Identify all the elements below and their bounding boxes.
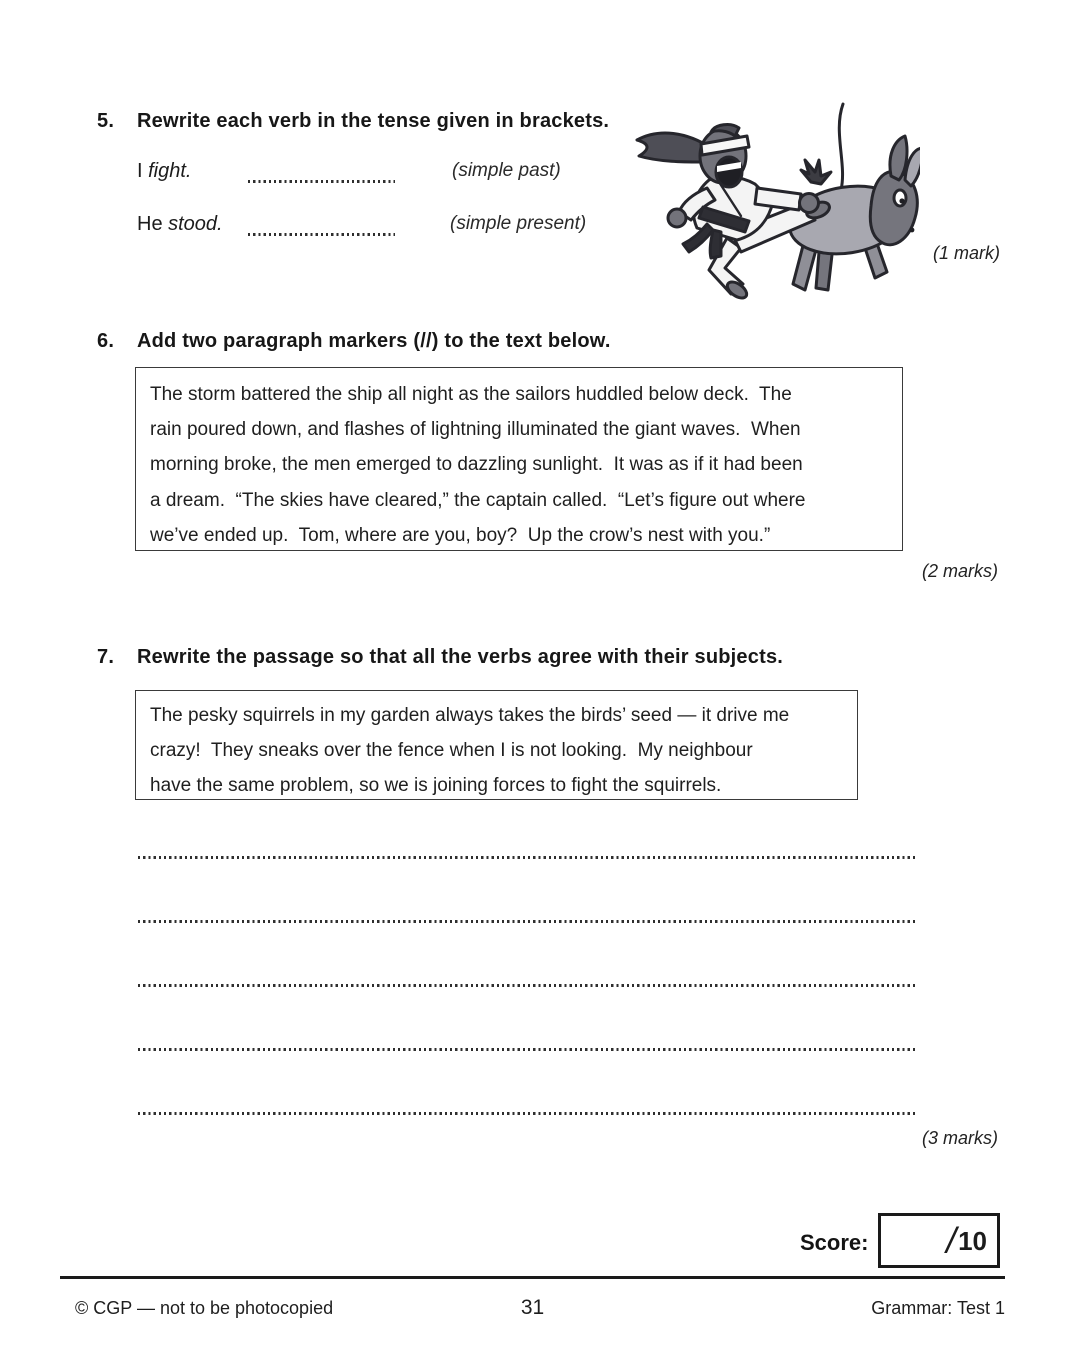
- q5-answer-blank-1[interactable]: [248, 180, 395, 183]
- q5-item-2-prefix: He: [137, 213, 169, 235]
- question-5-prompt: Rewrite each verb in the tense given in brackets.: [137, 110, 610, 132]
- q6-passage-line: The storm battered the ship all night as the sailors huddled below deck. The: [150, 384, 792, 405]
- q7-answer-line-4[interactable]: [138, 1048, 916, 1051]
- karate-kick-illustration: [615, 98, 920, 303]
- question-7-prompt: Rewrite the passage so that all the verbs agree with their subjects.: [137, 646, 784, 668]
- question-7-number: 7.: [97, 646, 115, 668]
- q7-answer-line-1[interactable]: [138, 856, 916, 859]
- q5-item-1-hint: (simple past): [452, 160, 561, 181]
- score-box[interactable]: [878, 1213, 1000, 1268]
- q7-passage-line: crazy! They sneaks over the fence when I is not looking. My neighbour: [150, 740, 753, 762]
- q6-passage-line: rain poured down, and flashes of lightning illuminated the giant waves. When: [150, 419, 801, 441]
- q7-answer-line-5[interactable]: [138, 1112, 916, 1115]
- q6-passage-box[interactable]: [135, 367, 903, 551]
- q6-passage-line: a dream. “The skies have cleared,” the captain called. “Let’s figure out where: [150, 489, 806, 511]
- footer-divider: [60, 1276, 1005, 1279]
- q7-marks: (3 marks): [922, 1128, 998, 1148]
- score-total: 10: [958, 1225, 987, 1256]
- q6-marks: (2 marks): [922, 561, 998, 581]
- footer-copyright: © CGP — not to be photocopied: [75, 1298, 334, 1318]
- q5-item-1-prefix: I: [137, 160, 149, 182]
- q7-passage-line: The pesky squirrels in my garden always takes the birds’ seed — it drive me: [150, 705, 790, 726]
- q5-answer-blank-2[interactable]: [248, 233, 395, 236]
- footer-page-number: 31: [520, 1296, 545, 1319]
- question-7-heading: [0, 646, 1066, 672]
- q7-answer-line-2[interactable]: [138, 920, 916, 923]
- q7-passage-box: [135, 690, 858, 800]
- q5-item-1: [137, 160, 191, 183]
- q5-marks: (1 mark): [933, 243, 1000, 263]
- question-6-heading: [0, 330, 1066, 356]
- q5-item-2-hint: (simple present): [450, 213, 587, 234]
- score-label: Score:: [800, 1230, 869, 1255]
- q5-item-1-verb: fight.: [148, 160, 192, 182]
- q6-passage-line: we’ve ended up. Tom, where are you, boy? Up the crow’s nest with you.”: [150, 524, 771, 546]
- question-6-prompt: Add two paragraph markers (//) to the text below.: [137, 330, 611, 352]
- q7-answer-line-3[interactable]: [138, 984, 916, 987]
- q5-item-2: [137, 213, 223, 236]
- footer-section-title: Grammar: Test 1: [871, 1298, 1005, 1318]
- question-6-number: 6.: [97, 330, 115, 352]
- q7-passage-line: have the same problem, so we is joining forces to fight the squirrels.: [150, 775, 722, 797]
- question-5-number: 5.: [97, 110, 115, 132]
- q5-item-2-verb: stood.: [168, 213, 223, 235]
- q6-passage-line: morning broke, the men emerged to dazzling sunlight. It was as if it had been: [150, 454, 803, 476]
- score-slash: /: [946, 1219, 957, 1261]
